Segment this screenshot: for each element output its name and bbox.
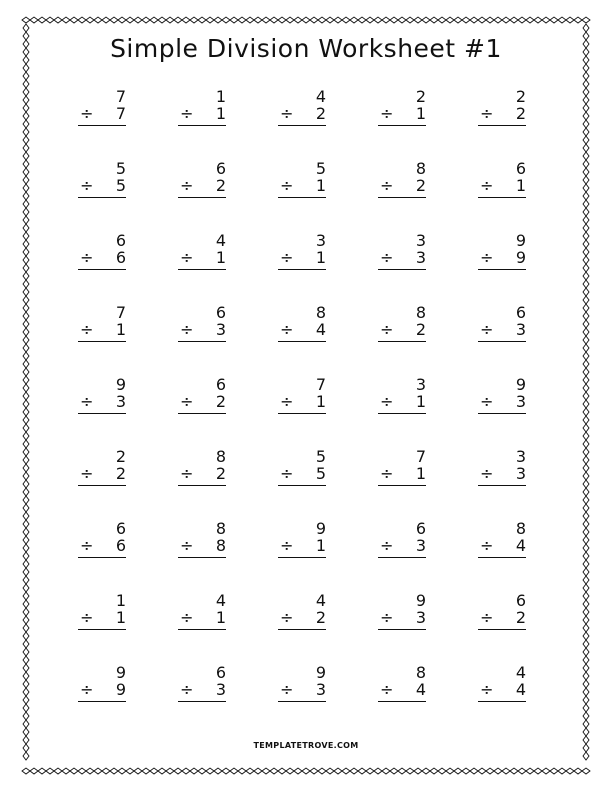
divisor-row [478, 681, 526, 702]
division-problem [78, 592, 126, 632]
divisor: 2 [515, 608, 526, 627]
divisor: 1 [115, 320, 126, 339]
division-problem [78, 232, 126, 272]
dividend: 7 [115, 87, 126, 106]
division-sign: ÷ [280, 176, 294, 195]
divisor: 1 [115, 608, 126, 627]
divisor-row [378, 465, 426, 486]
divisor: 2 [215, 392, 226, 411]
divisor: 6 [115, 248, 126, 267]
division-problem [78, 160, 126, 200]
divisor: 3 [515, 392, 526, 411]
division-sign: ÷ [480, 536, 494, 555]
divisor: 3 [515, 320, 526, 339]
division-problem [278, 592, 326, 632]
divisor-row [78, 537, 126, 558]
divisor-row [478, 249, 526, 270]
worksheet-title: Simple Division Worksheet #1 [110, 34, 502, 63]
divisor: 4 [315, 320, 326, 339]
divisor: 2 [415, 176, 426, 195]
divisor: 1 [315, 248, 326, 267]
footer-site-label: TEMPLATETROVE.COM [253, 741, 359, 750]
division-sign: ÷ [380, 464, 394, 483]
divisor-row [78, 105, 126, 126]
divisor-row [178, 321, 226, 342]
divisor: 2 [215, 464, 226, 483]
divisor: 1 [415, 464, 426, 483]
divisor: 8 [215, 536, 226, 555]
division-problem [278, 520, 326, 560]
division-sign: ÷ [180, 680, 194, 699]
division-problem [78, 520, 126, 560]
division-problem [278, 88, 326, 128]
dividend: 8 [415, 663, 426, 682]
dividend: 6 [215, 663, 226, 682]
divisor-row [378, 537, 426, 558]
divisor-row [378, 249, 426, 270]
dividend: 4 [515, 663, 526, 682]
divisor-row [378, 681, 426, 702]
division-sign: ÷ [80, 176, 94, 195]
divisor-row [78, 177, 126, 198]
dividend: 7 [415, 447, 426, 466]
division-problem [378, 232, 426, 272]
divisor: 2 [315, 104, 326, 123]
divisor-row [478, 465, 526, 486]
division-sign: ÷ [380, 536, 394, 555]
division-sign: ÷ [380, 248, 394, 267]
division-problem [78, 304, 126, 344]
divisor-row [78, 321, 126, 342]
divisor-row [278, 465, 326, 486]
division-sign: ÷ [280, 464, 294, 483]
dividend: 8 [215, 447, 226, 466]
division-sign: ÷ [80, 320, 94, 339]
divisor-row [278, 177, 326, 198]
divisor-row [378, 393, 426, 414]
divisor: 2 [115, 464, 126, 483]
dividend: 9 [415, 591, 426, 610]
divisor: 2 [415, 320, 426, 339]
dividend: 8 [515, 519, 526, 538]
division-sign: ÷ [280, 536, 294, 555]
dividend: 4 [215, 591, 226, 610]
division-sign: ÷ [480, 176, 494, 195]
division-problem [378, 88, 426, 128]
dividend: 5 [115, 159, 126, 178]
divisor-row [378, 321, 426, 342]
division-sign: ÷ [80, 608, 94, 627]
divisor-row [378, 609, 426, 630]
divisor: 5 [115, 176, 126, 195]
dividend: 9 [315, 519, 326, 538]
division-sign: ÷ [380, 104, 394, 123]
divisor-row [478, 393, 526, 414]
divisor: 6 [115, 536, 126, 555]
divisor: 3 [415, 608, 426, 627]
division-sign: ÷ [380, 392, 394, 411]
divisor-row [278, 393, 326, 414]
dividend: 9 [115, 663, 126, 682]
dividend: 1 [115, 591, 126, 610]
division-problem [278, 304, 326, 344]
division-problem [478, 376, 526, 416]
division-problem [178, 520, 226, 560]
division-problem [278, 448, 326, 488]
dividend: 4 [215, 231, 226, 250]
divisor-row [378, 105, 426, 126]
divisor: 1 [215, 104, 226, 123]
divisor: 1 [315, 176, 326, 195]
divisor: 3 [215, 680, 226, 699]
dividend: 6 [515, 303, 526, 322]
divisor-row [278, 249, 326, 270]
division-problem [278, 232, 326, 272]
dividend: 8 [415, 159, 426, 178]
dividend: 9 [115, 375, 126, 394]
divisor-row [178, 249, 226, 270]
division-sign: ÷ [280, 248, 294, 267]
dividend: 8 [315, 303, 326, 322]
division-problem [178, 592, 226, 632]
division-problem [178, 88, 226, 128]
divisor-row [178, 105, 226, 126]
division-sign: ÷ [80, 464, 94, 483]
divisor-row [178, 681, 226, 702]
division-sign: ÷ [480, 608, 494, 627]
divisor: 1 [215, 248, 226, 267]
division-problem [478, 664, 526, 704]
divisor: 2 [515, 104, 526, 123]
divisor-row [478, 105, 526, 126]
division-problem [478, 304, 526, 344]
division-problem [478, 160, 526, 200]
division-sign: ÷ [280, 392, 294, 411]
division-sign: ÷ [280, 608, 294, 627]
dividend: 6 [415, 519, 426, 538]
division-sign: ÷ [80, 248, 94, 267]
division-problem [478, 448, 526, 488]
division-sign: ÷ [480, 104, 494, 123]
divisor: 2 [315, 608, 326, 627]
division-sign: ÷ [180, 248, 194, 267]
dividend: 3 [515, 447, 526, 466]
dividend: 8 [415, 303, 426, 322]
division-sign: ÷ [480, 392, 494, 411]
dividend: 8 [215, 519, 226, 538]
divisor: 4 [515, 680, 526, 699]
division-sign: ÷ [80, 392, 94, 411]
divisor-row [78, 249, 126, 270]
dividend: 6 [215, 159, 226, 178]
division-problem [78, 88, 126, 128]
dividend: 2 [115, 447, 126, 466]
division-sign: ÷ [80, 536, 94, 555]
division-sign: ÷ [80, 680, 94, 699]
dividend: 5 [315, 447, 326, 466]
division-sign: ÷ [480, 464, 494, 483]
dividend: 3 [315, 231, 326, 250]
division-problem [178, 160, 226, 200]
divisor-row [178, 465, 226, 486]
divisor: 5 [315, 464, 326, 483]
division-problem [178, 376, 226, 416]
division-problem [378, 448, 426, 488]
divisor-row [478, 537, 526, 558]
division-problem [478, 88, 526, 128]
divisor-row [278, 537, 326, 558]
division-problem [278, 160, 326, 200]
divisor: 3 [415, 536, 426, 555]
division-problem [78, 664, 126, 704]
divisor: 3 [415, 248, 426, 267]
dividend: 6 [115, 519, 126, 538]
division-sign: ÷ [180, 536, 194, 555]
division-problem [278, 376, 326, 416]
division-sign: ÷ [480, 680, 494, 699]
division-problem [278, 664, 326, 704]
division-sign: ÷ [180, 464, 194, 483]
divisor: 4 [515, 536, 526, 555]
divisor-row [278, 609, 326, 630]
division-sign: ÷ [180, 104, 194, 123]
division-sign: ÷ [80, 104, 94, 123]
divisor: 9 [515, 248, 526, 267]
dividend: 4 [315, 591, 326, 610]
divisor: 1 [515, 176, 526, 195]
division-sign: ÷ [380, 320, 394, 339]
division-sign: ÷ [180, 608, 194, 627]
divisor-row [78, 609, 126, 630]
dividend: 3 [415, 375, 426, 394]
divisor-row [278, 681, 326, 702]
division-problem [178, 232, 226, 272]
division-sign: ÷ [280, 680, 294, 699]
divisor: 3 [215, 320, 226, 339]
divisor-row [478, 321, 526, 342]
division-problem [378, 376, 426, 416]
division-problem [178, 304, 226, 344]
division-problem [478, 592, 526, 632]
divisor-row [178, 177, 226, 198]
division-problem [78, 376, 126, 416]
divisor: 7 [115, 104, 126, 123]
divisor: 1 [415, 104, 426, 123]
division-problem [378, 304, 426, 344]
dividend: 6 [115, 231, 126, 250]
divisor: 3 [515, 464, 526, 483]
dividend: 6 [515, 591, 526, 610]
divisor-row [78, 465, 126, 486]
divisor-row [478, 609, 526, 630]
division-sign: ÷ [480, 248, 494, 267]
dividend: 2 [415, 87, 426, 106]
divisor-row [178, 393, 226, 414]
dividend: 6 [215, 375, 226, 394]
divisor-row [478, 177, 526, 198]
divisor-row [178, 537, 226, 558]
dividend: 6 [215, 303, 226, 322]
dividend: 5 [315, 159, 326, 178]
divisor-row [378, 177, 426, 198]
division-sign: ÷ [380, 176, 394, 195]
division-sign: ÷ [180, 392, 194, 411]
divisor: 1 [415, 392, 426, 411]
divisor: 2 [215, 176, 226, 195]
divisor-row [278, 105, 326, 126]
dividend: 9 [515, 375, 526, 394]
dividend: 9 [515, 231, 526, 250]
divisor: 1 [315, 536, 326, 555]
dividend: 3 [415, 231, 426, 250]
division-sign: ÷ [280, 320, 294, 339]
division-sign: ÷ [180, 176, 194, 195]
dividend: 1 [215, 87, 226, 106]
division-problem [478, 232, 526, 272]
division-problem [178, 448, 226, 488]
dividend: 9 [315, 663, 326, 682]
divisor: 9 [115, 680, 126, 699]
division-sign: ÷ [480, 320, 494, 339]
divisor-row [278, 321, 326, 342]
dividend: 7 [315, 375, 326, 394]
divisor: 3 [315, 680, 326, 699]
divisor-row [178, 609, 226, 630]
division-sign: ÷ [380, 680, 394, 699]
division-problem [178, 664, 226, 704]
division-problem [378, 520, 426, 560]
division-sign: ÷ [280, 104, 294, 123]
dividend: 2 [515, 87, 526, 106]
divisor: 3 [115, 392, 126, 411]
division-problem [378, 664, 426, 704]
dividend: 7 [115, 303, 126, 322]
division-sign: ÷ [380, 608, 394, 627]
divisor-row [78, 681, 126, 702]
divisor: 1 [215, 608, 226, 627]
division-problem [378, 160, 426, 200]
divisor: 4 [415, 680, 426, 699]
division-problem [378, 592, 426, 632]
division-problem [78, 448, 126, 488]
division-sign: ÷ [180, 320, 194, 339]
dividend: 4 [315, 87, 326, 106]
division-problem [478, 520, 526, 560]
divisor: 1 [315, 392, 326, 411]
divisor-row [78, 393, 126, 414]
dividend: 6 [515, 159, 526, 178]
